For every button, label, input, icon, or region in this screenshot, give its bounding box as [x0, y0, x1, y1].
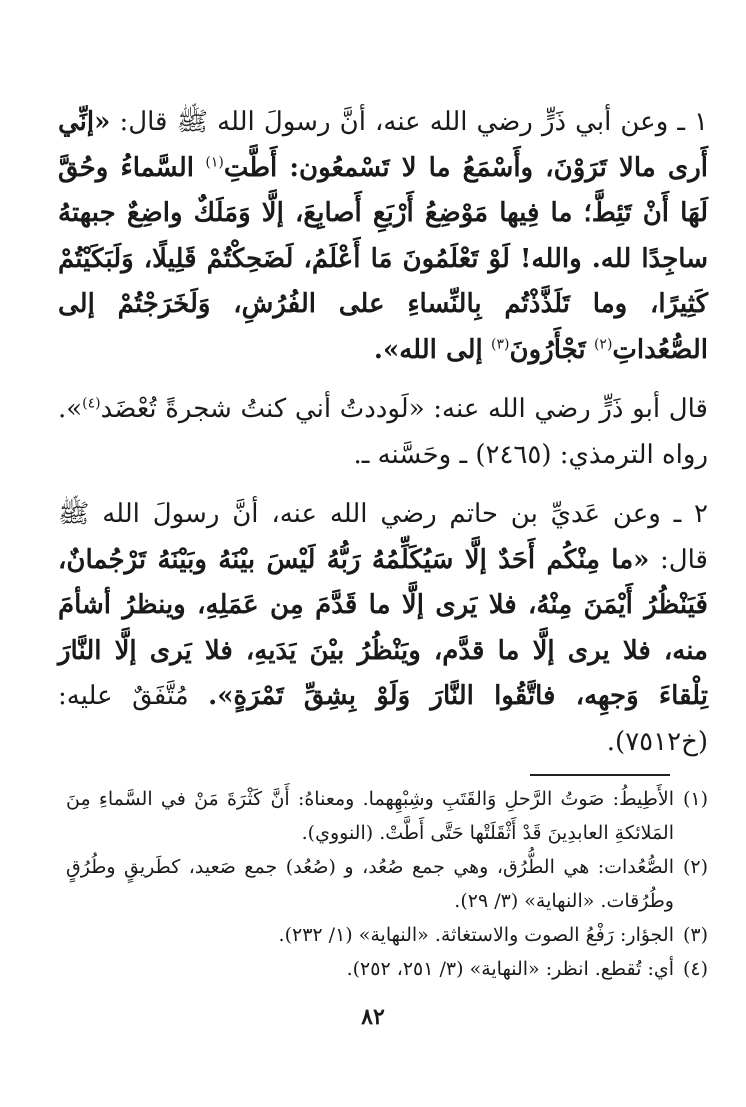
footnote-ref-4[interactable]: (٤): [82, 395, 101, 412]
hadith-1-text-a: «إنِّي أَرى مالا تَرَوْنَ، وأَسْمَعُ ما لا تَسْمعُون: أَطَّتِ: [58, 107, 708, 183]
hadith-1-source: ». رواه الترمذي: (٢٤٦٥) ـ وحَسَّنه ـ.: [58, 394, 708, 470]
hadith-1-text-c: تَجْأَرُونَ: [509, 334, 586, 365]
hadith-1-text-b: السَّماءُ وحُقَّ لَهَا أَنْ تَئِطَّ؛ ما فِيها مَوْضِعُ أَرْبَعِ أَصابِعَ، إلَّا وَمَلَكٌ واضِعٌ جبهتهُ ساجِدًا لله. والله! لَوْ تَعْلَمُونَ مَا أَعْلَمُ، لَضَحِكْتُمْ قَلِيلًا، وَلَبَكَيْتُمْ كَثِيرًا، وما تَلَذَّذْتُم بِالنِّساءِ على الفُرُشِ، وَلَخَرَجْتُمْ إلى الصُّعُداتِ: [58, 152, 708, 365]
abu-dharr-statement: [58, 387, 708, 478]
footnote-3: [66, 918, 708, 952]
hadith-2-intro: ٢ ـ وعن عَديِّ بن حاتم رضي الله عنه، أنَّ رسولَ الله ﷺ قال:: [58, 499, 708, 575]
footnote-text: الأَطِيطُ: صَوتُ الرَّحلِ وَالقَتَبِ وشِبْهِهما. ومعناهُ: أَنَّ كَثْرَةَ مَنْ في السَّماءِ مِنَ المَلائكةِ العابدِينَ قَدْ أَثْقَلَتْها حَتَّى أَطَّتْ. (النووي).: [66, 788, 674, 844]
abu-dharr-text: قال أبو ذَرٍّ رضي الله عنه: «لَوددتُ أني كنتُ شجرةً تُعْضَد: [100, 394, 708, 424]
hadith-1-text-d: إلى الله».: [373, 334, 483, 365]
hadith-2: [58, 492, 708, 765]
footnote-number: (٤): [682, 958, 708, 980]
footnote-number: (١): [682, 788, 708, 810]
footnote-text: أي: تُقطع. انظر: «النهاية» (٣/ ٢٥١، ٢٥٢).: [346, 958, 674, 980]
footnote-number: (٣): [682, 924, 708, 946]
footnote-2: [66, 850, 708, 918]
footnote-ref-3[interactable]: (٣): [491, 335, 510, 352]
footnote-divider: [530, 774, 670, 776]
footnote-4: [66, 952, 708, 986]
hadith-2-source: مُتَّفَقٌ عليه: (خ٧٥١٢).: [58, 681, 708, 757]
hadith-1-intro: ١ ـ وعن أبي ذَرٍّ رضي الله عنه، أنَّ رسولَ الله ﷺ قال:: [119, 107, 709, 137]
hadith-1: [58, 100, 708, 373]
footnote-1: [66, 782, 708, 850]
footnote-text: الجؤار: رَفْعُ الصوت والاستغاثة. «النهاية» (١/ ٢٣٢).: [278, 924, 674, 946]
footnotes: [66, 782, 708, 986]
footnote-text: الصُّعُدات: هي الطُّرُق، وهي جمع صُعُد، و (صُعُد) جمع صَعيد، كطَريقٍ وطُرُقٍ وطُرُقات. «النهاية» (٣/ ٢٩).: [66, 856, 674, 912]
main-text: [58, 100, 708, 765]
page-number: ٨٢: [361, 1004, 385, 1030]
hadith-2-text: «ما مِنْكُم أَحَدٌ إلَّا سَيُكَلِّمُهُ رَبُّهُ لَيْسَ بيْنَهُ وبَيْنَهُ تَرْجُمانٌ، فَيَنْظُرُ أَيْمَنَ مِنْهُ، فلا يَرى إلَّا ما قَدَّمَ مِن عَمَلِهِ، وينظرُ أشأمَ منه، فلا يرى إلَّا ما قدَّم، ويَنْظُرُ بيْنَ يَدَيهِ، فلا يَرى إلَّا النَّارَ تِلْقاءَ وَجهِه، فاتَّقُوا النَّارَ وَلَوْ بِشِقِّ تَمْرَةٍ».: [58, 544, 708, 711]
footnote-ref-2[interactable]: (٢): [593, 335, 613, 352]
footnote-ref-1[interactable]: (١): [205, 153, 224, 170]
footnote-number: (٢): [682, 856, 708, 878]
